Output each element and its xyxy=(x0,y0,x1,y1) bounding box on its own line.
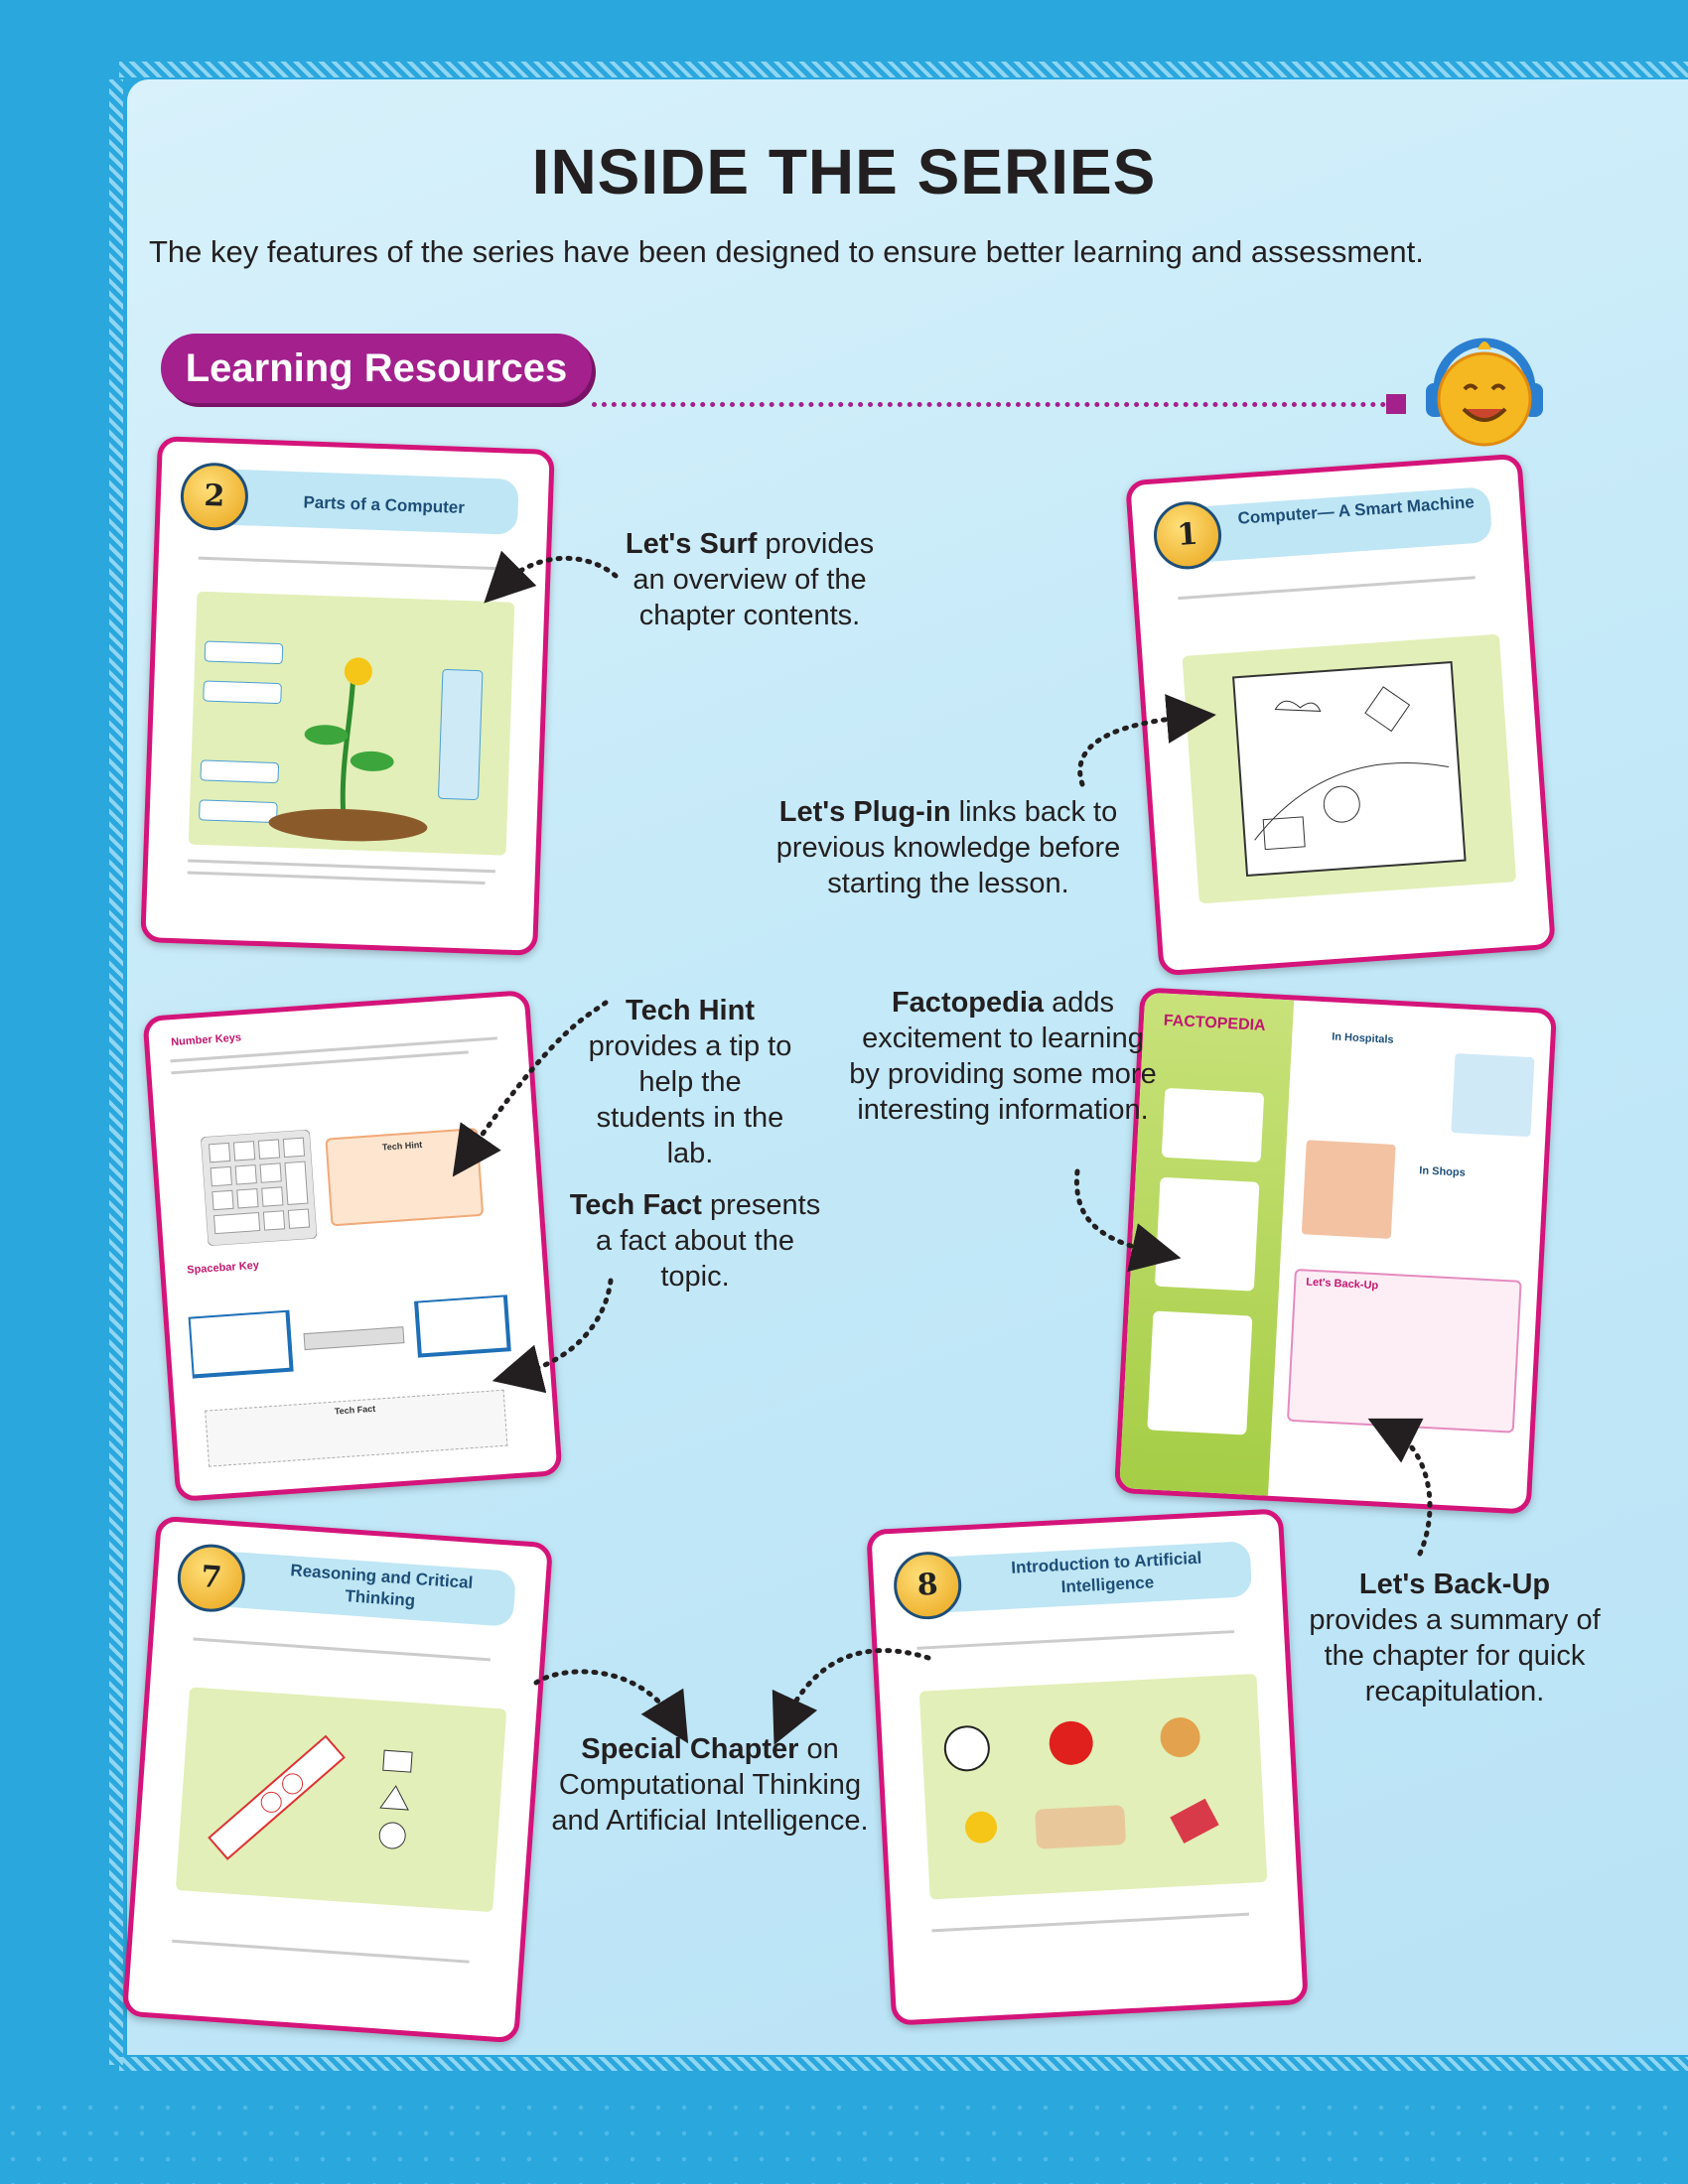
caption-tech-fact xyxy=(561,1187,829,1295)
caption-bold: Let's Surf xyxy=(625,528,758,560)
back-up-heading: Let's Back-Up xyxy=(1305,1276,1379,1293)
caption-bold: Tech Fact xyxy=(569,1189,702,1221)
section-label: Learning Resources xyxy=(185,346,568,390)
in-shops-heading: In Shops xyxy=(1419,1164,1467,1179)
caption-factopedia xyxy=(849,985,1157,1128)
caption-special-chapter xyxy=(536,1731,884,1839)
arrow-to-tech-fact xyxy=(516,1281,611,1375)
caption-text: links back to previous knowledge before starting the lesson. xyxy=(775,796,1121,899)
caption-text: adds excitement to learning by providing some more interesting information. xyxy=(849,987,1157,1126)
heading-number-keys: Number Keys xyxy=(170,1031,242,1049)
chapter-title: Reasoning and Critical Thinking xyxy=(289,1561,474,1610)
caption-text: provides a tip to help the students in the lab. xyxy=(588,1030,792,1169)
caption-text: on Computational Thinking and Artificial Intelligence. xyxy=(551,1733,869,1837)
in-hospitals-heading: In Hospitals xyxy=(1331,1030,1394,1046)
chapter-number-badge: 7 xyxy=(176,1542,248,1614)
chapter-title: Introduction to Artificial Intelligence xyxy=(1010,1548,1202,1597)
page-title: INSIDE THE SERIES xyxy=(531,136,1157,207)
tech-hint-title: Tech Hint xyxy=(381,1139,423,1153)
arrow-to-surf xyxy=(501,558,616,586)
caption-bold: Factopedia xyxy=(891,987,1045,1019)
caption-bold: Let's Back-Up xyxy=(1358,1569,1551,1600)
caption-text: presents a fact about the topic. xyxy=(596,1189,821,1293)
chapter-title: Parts of a Computer xyxy=(303,492,466,517)
caption-bold: Let's Plug-in xyxy=(778,796,951,828)
arrow-to-factopedia xyxy=(1076,1171,1157,1253)
arrow-to-ai xyxy=(784,1651,928,1722)
caption-bold: Special Chapter xyxy=(581,1733,799,1765)
page-subtitle: The key features of the series have been designed to ensure better learning and assessment. xyxy=(149,234,1424,269)
caption-text: provides a summary of the chapter for quick recapitulation. xyxy=(1309,1604,1601,1707)
arrow-to-plugin xyxy=(1080,717,1192,784)
chapter-title: Computer— A Smart Machine xyxy=(1236,492,1476,528)
heading-spacebar-key: Spacebar Key xyxy=(186,1259,260,1277)
factopedia-heading: FACTOPEDIA xyxy=(1163,1012,1267,1034)
chapter-number-badge: 8 xyxy=(892,1550,962,1620)
arrow-to-reasoning xyxy=(536,1672,675,1722)
caption-text: provides an overview of the chapter contents. xyxy=(633,528,875,631)
caption-lets-surf xyxy=(616,526,884,633)
chapter-number-badge: 2 xyxy=(180,462,249,531)
caption-tech-hint xyxy=(581,993,799,1171)
chapter-number-badge: 1 xyxy=(1152,499,1224,572)
tech-fact-title: Tech Fact xyxy=(334,1403,376,1417)
caption-lets-back-up xyxy=(1306,1567,1604,1709)
arrow-to-back-up xyxy=(1390,1430,1430,1554)
caption-bold: Tech Hint xyxy=(626,995,755,1026)
caption-lets-plug-in xyxy=(765,794,1132,901)
